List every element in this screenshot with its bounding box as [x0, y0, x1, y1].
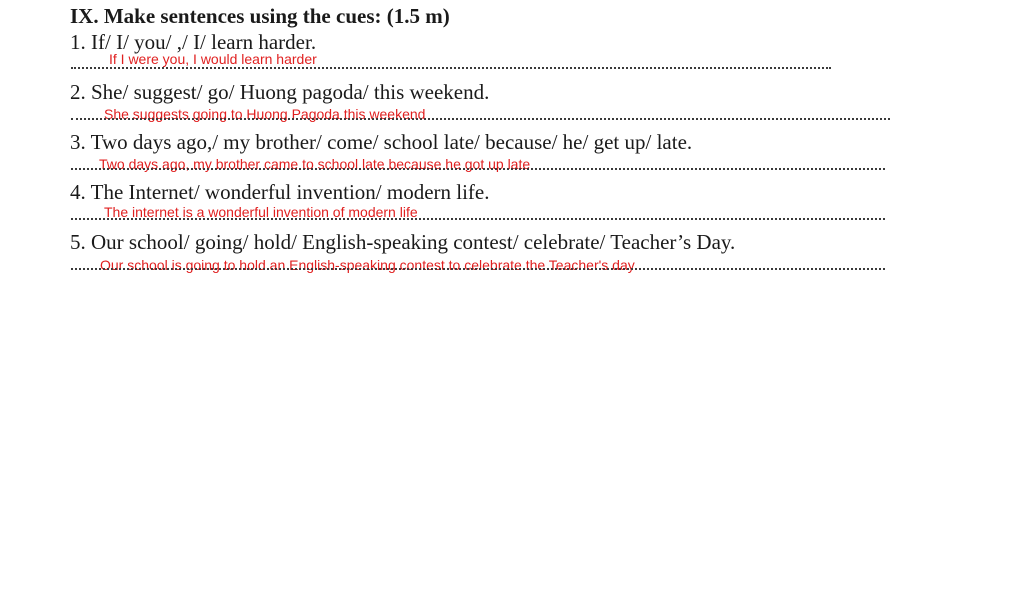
answer-2[interactable]: She suggests going to Huong Pagoda this weekend — [104, 106, 426, 122]
cue-4: 4. The Internet/ wonderful invention/ modern life. — [70, 180, 490, 204]
cue-5: 5. Our school/ going/ hold/ English-speaking contest/ celebrate/ Teacher’s Day. — [70, 230, 736, 254]
answer-line-3 — [71, 168, 885, 170]
answer-5[interactable]: Our school is going to hold an English-speaking contest to celebrate the Teacher's day — [100, 257, 635, 273]
answer-3[interactable]: Two days ago, my brother came to school late because he got up late — [99, 156, 531, 172]
cue-3: 3. Two days ago,/ my brother/ come/ school late/ because/ he/ get up/ late. — [70, 130, 693, 154]
cue-2: 2. She/ suggest/ go/ Huong pagoda/ this weekend. — [70, 80, 490, 104]
exercise-heading: IX. Make sentences using the cues: (1.5 m) — [70, 4, 450, 28]
answer-line-4 — [71, 218, 885, 220]
answer-1[interactable]: If I were you, I would learn harder — [109, 51, 317, 67]
answer-4[interactable]: The internet is a wonderful invention of modern life — [104, 204, 418, 220]
answer-line-5 — [71, 268, 885, 270]
cue-1: 1. If/ I/ you/ ,/ I/ learn harder. — [70, 30, 317, 54]
answer-line-1 — [71, 67, 831, 69]
answer-line-2 — [71, 118, 890, 120]
